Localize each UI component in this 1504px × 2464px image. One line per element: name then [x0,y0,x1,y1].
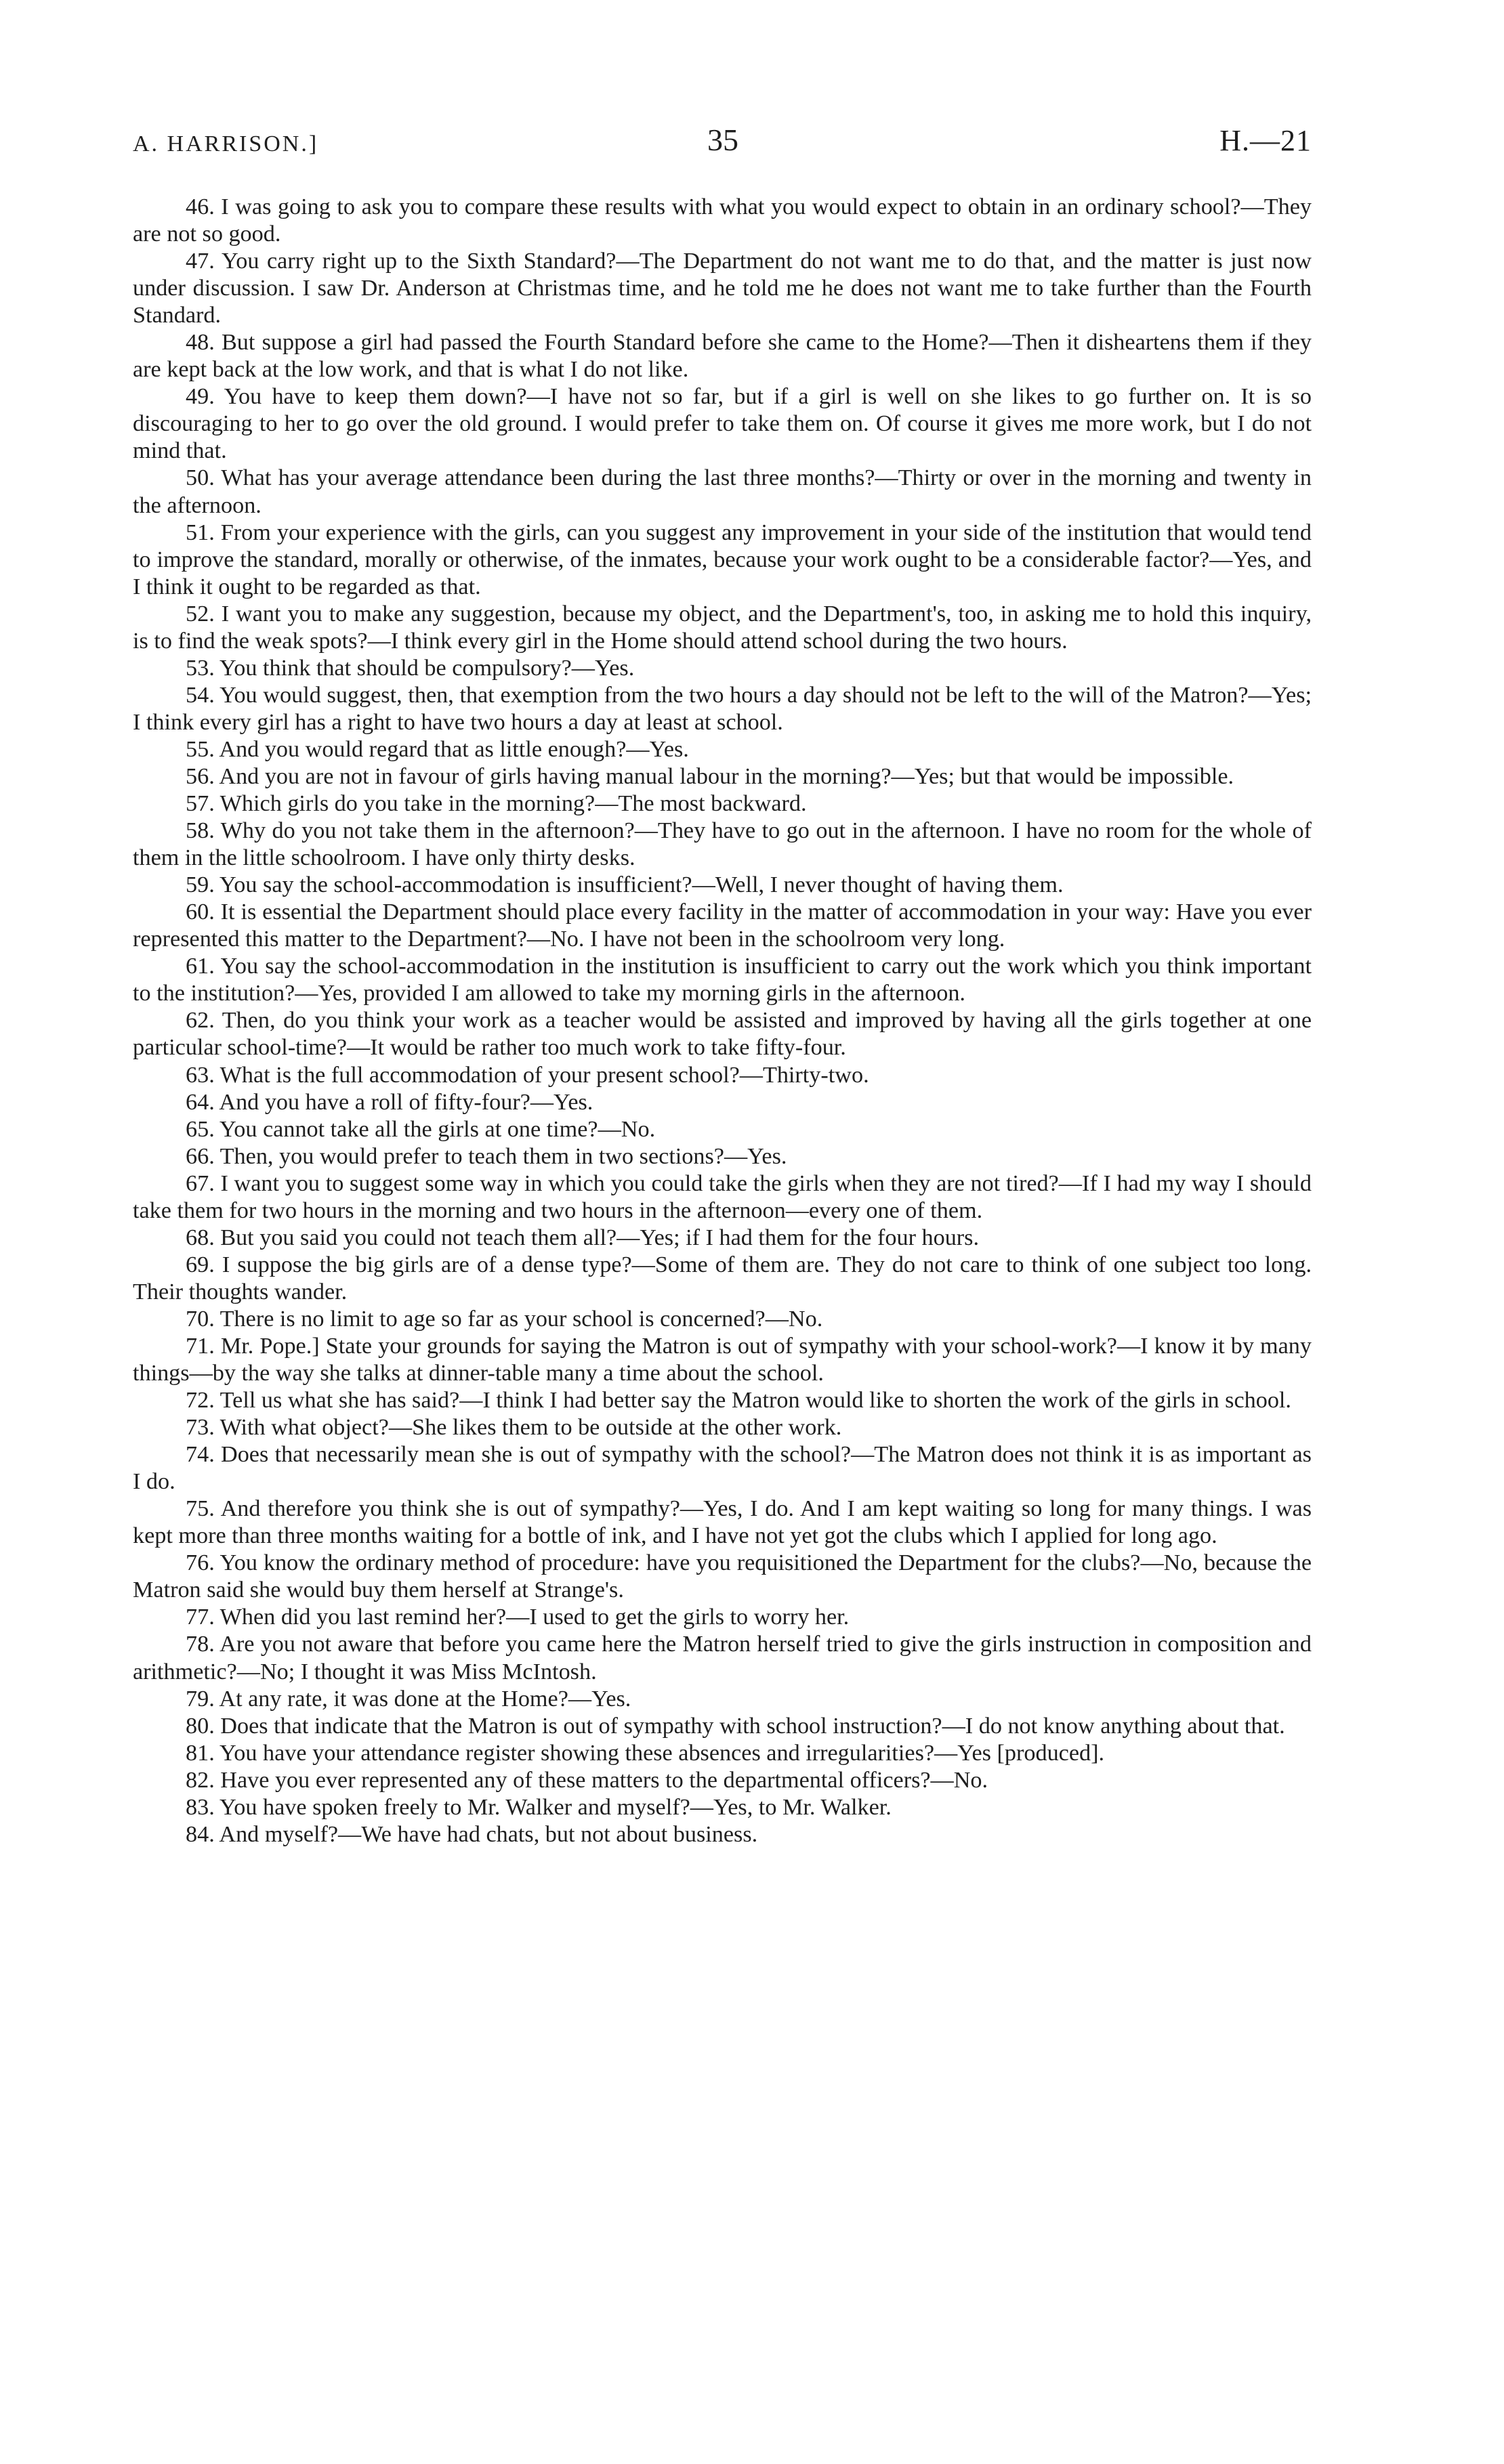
question-answer-paragraph: 66. Then, you would prefer to teach them in two sections?—Yes. [186,1143,787,1169]
header-witness-name: A. HARRISON.] [133,131,319,156]
question-answer-paragraph: 65. You cannot take all the girls at one time?—No. [186,1116,656,1142]
question-answer-paragraph: 48. But suppose a girl had passed the Fourth Standard before she came to the Home?—Then it disheartens them if they are kept back at the low work, and that is what I do not like. [133,330,1312,383]
question-answer-paragraph: 81. You have your attendance register showing these absences and irregularities?—Yes [produced]. [186,1740,1105,1766]
question-answer-paragraph: 54. You would suggest, then, that exemption from the two hours a day should not be left to the will of the Matron?—Yes; I think every girl has a right to have two hours a day at least at school. [133,682,1312,735]
question-answer-paragraph: 69. I suppose the big girls are of a dense type?—Some of them are. They do not care to think of one subject too long. Their thoughts wander. [133,1252,1312,1304]
question-answer-paragraph: 73. With what object?—She likes them to be outside at the other work. [186,1415,842,1441]
question-answer-paragraph: 71. Mr. Pope.] State your grounds for saying the Matron is out of sympathy with your school-work?—I know it by many things—by the way she talks at dinner-table many a time about the school. [133,1333,1312,1386]
question-answer-paragraph: 46. I was going to ask you to compare these results with what you would expect to obtain in an ordinary school?—They are not so good. [133,194,1312,247]
question-answer-paragraph: 72. Tell us what she has said?—I think I had better say the Matron would like to shorten the work of the girls in school. [186,1388,1291,1414]
question-answer-paragraph: 82. Have you ever represented any of these matters to the departmental officers?—No. [186,1767,988,1793]
question-answer-paragraph: 80. Does that indicate that the Matron is out of sympathy with school instruction?—I do not know anything about that. [186,1713,1285,1739]
question-answer-paragraph: 77. When did you last remind her?—I used to get the girls to worry her. [186,1605,850,1630]
question-answer-paragraph: 83. You have spoken freely to Mr. Walker and myself?—Yes, to Mr. Walker. [186,1794,892,1820]
question-answer-paragraph: 63. What is the full accommodation of your present school?—Thirty-two. [186,1062,869,1088]
question-answer-paragraph: 61. You say the school-accommodation in the institution is insufficient to carry out the work which you think important to the institution?—Yes, provided I am allowed to take my morning girls in the afternoon. [133,954,1312,1006]
question-answer-paragraph: 64. And you have a roll of fifty-four?—Yes. [186,1089,593,1115]
question-answer-paragraph: 52. I want you to make any suggestion, because my object, and the Department's, too, in asking me to hold this inquiry, is to find the weak spots?—I think every girl in the Home should attend school during the two hours. [133,601,1312,654]
question-answer-paragraph: 79. At any rate, it was done at the Home?—Yes. [186,1686,631,1712]
question-answer-paragraph: 57. Which girls do you take in the morning?—The most backward. [186,791,807,817]
question-answer-paragraph: 75. And therefore you think she is out of sympathy?—Yes, I do. And I am kept waiting so long for many things. I was kept more than three months waiting for a bottle of ink, and I have not yet got the clubs which I applied for long ago. [133,1496,1312,1549]
question-answer-paragraph: 76. You know the ordinary method of procedure: have you requisitioned the Department for the clubs?—No, because the Matron said she would buy them herself at Strange's. [133,1550,1312,1603]
question-answer-paragraph: 70. There is no limit to age so far as your school is concerned?—No. [186,1306,823,1332]
question-answer-paragraph: 47. You carry right up to the Sixth Standard?—The Department do not want me to do that, and the matter is just now under discussion. I saw Dr. Anderson at Christmas time, and he told me he does not want me to take further than the Fourth Standard. [133,249,1312,328]
question-answer-paragraph: 55. And you would regard that as little enough?—Yes. [186,736,689,762]
question-answer-paragraph: 59. You say the school-accommodation is insufficient?—Well, I never thought of having them. [186,872,1064,898]
question-answer-paragraph: 60. It is essential the Department should place every facility in the matter of accommodation in your way: Have you ever represented this matter to the Department?—No. I have not been in the schoolroom very long. [133,899,1312,952]
question-answer-paragraph: 53. You think that should be compulsory?—Yes. [186,655,635,681]
question-answer-paragraph: 84. And myself?—We have had chats, but not about business. [186,1821,758,1847]
question-answer-paragraph: 78. Are you not aware that before you came here the Matron herself tried to give the girls instruction in composition and arithmetic?—No; I thought it was Miss McIntosh. [133,1632,1312,1684]
page-number: 35 [707,123,738,157]
question-answer-paragraph: 62. Then, do you think your work as a teacher would be assisted and improved by having all the girls together at one particular school-time?—It would be rather too much work to take fifty-four. [133,1008,1312,1061]
question-answer-paragraph: 67. I want you to suggest some way in which you could take the girls when they are not tired?—If I had my way I should take them for two hours in the morning and two hours in the afternoon—every one of them. [133,1170,1312,1223]
testimony-body [133,194,1312,1848]
question-answer-paragraph: 74. Does that necessarily mean she is out of sympathy with the school?—The Matron does not think it is as important as I do. [133,1442,1312,1495]
page-header [133,122,1312,169]
question-answer-paragraph: 51. From your experience with the girls, can you suggest any improvement in your side of the institution that would tend to improve the standard, morally or otherwise, of the inmates, because your work ought to be a considerable factor?—Yes, and I think it ought to be regarded as that. [133,519,1312,599]
question-answer-paragraph: 49. You have to keep them down?—I have not so far, but if a girl is well on she likes to go further on. It is so discouraging to her to go over the old ground. I would prefer to take them on. Of course it gives me more work, but I do not mind that. [133,384,1312,464]
question-answer-paragraph: 68. But you said you could not teach them all?—Yes; if I had them for the four hours. [186,1225,980,1250]
question-answer-paragraph: 56. And you are not in favour of girls having manual labour in the morning?—Yes; but that would be impossible. [186,763,1234,789]
document-reference: H.—21 [1219,124,1312,157]
question-answer-paragraph: 58. Why do you not take them in the afternoon?—They have to go out in the afternoon. I have no room for the whole of them in the little schoolroom. I have only thirty desks. [133,818,1312,871]
question-answer-paragraph: 50. What has your average attendance been during the last three months?—Thirty or over in the morning and twenty in the afternoon. [133,465,1312,518]
